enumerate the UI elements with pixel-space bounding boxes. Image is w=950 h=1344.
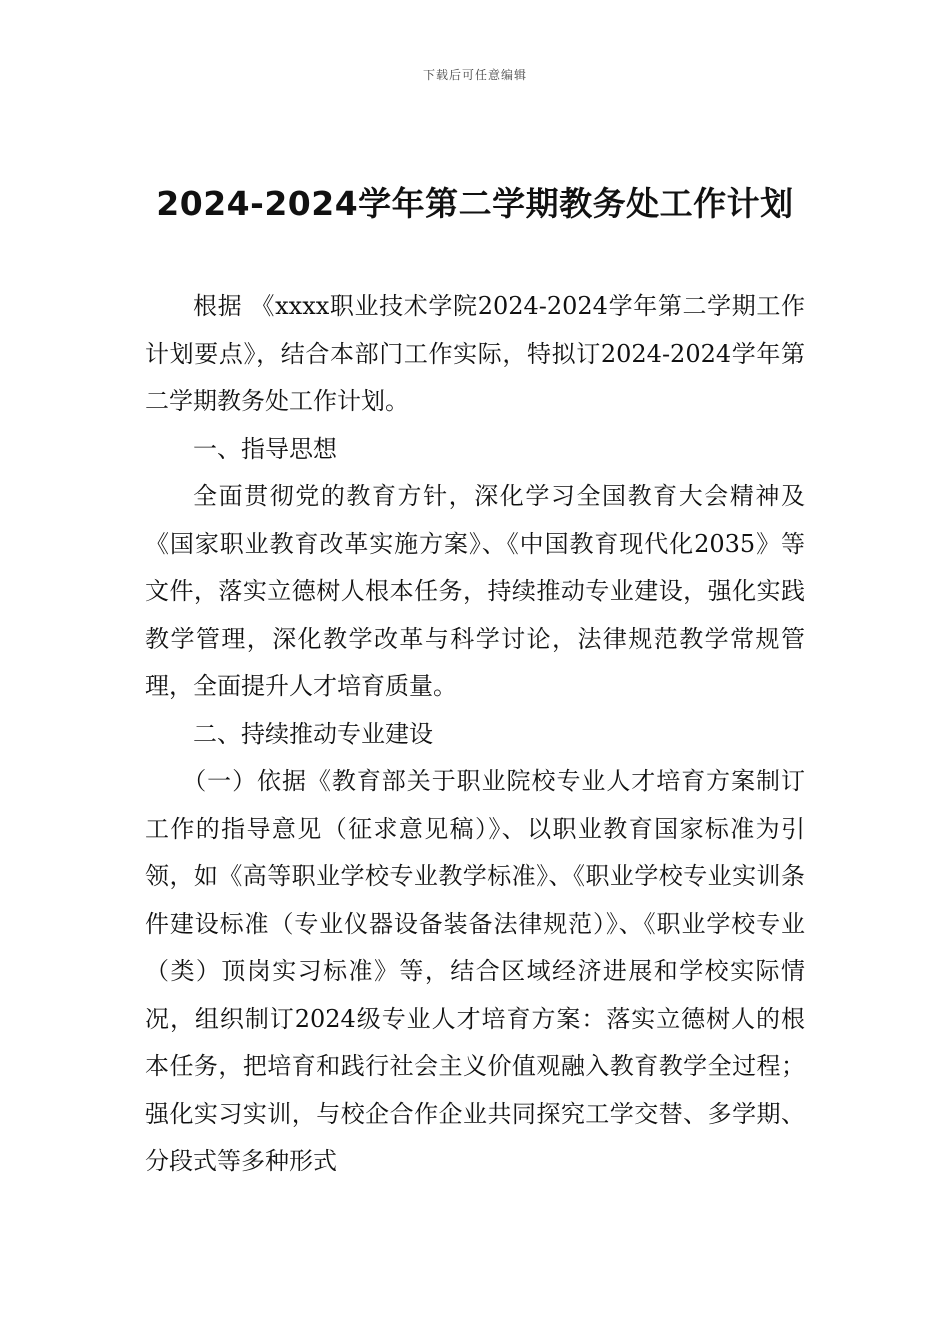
paragraph-major-construction-1: （一）依据《教育部关于职业院校专业人才培育方案制订工作的指导意见（征求意见稿）》、以职业教育国家标准为引领，如《高等职业学校专业教学标准》、《职业学校专业实训条件建设标准（专业仪器设备装备法律规范）》、《职业学校专业（类）顶岗实习标准》等，结合区域经济进展和学校实际情况，组织制订2024级专业人才培育方案：落实立德树人的根本任务，把培育和践行社会主义价值观融入教育教学全过程；强化实习实训，与校企合作企业共同探究工学交替、多学期、分段式等多种形式: [145, 767, 805, 1175]
document-title: 2024-2024学年第二学期教务处工作计划: [156, 184, 794, 223]
header-note: 下载后可任意编辑: [422, 68, 527, 82]
section-heading-major-construction: 二、持续推动专业建设: [193, 719, 433, 748]
document-body: [145, 283, 805, 1186]
section-heading-guiding-ideology: 一、指导思想: [193, 434, 337, 463]
paragraph-intro: 根据 《xxxx职业技术学院2024-2024学年第二学期工作计划要点》，结合本部门工作实际，特拟订2024-2024学年第二学期教务处工作计划。: [145, 292, 805, 415]
paragraph-guiding-ideology: 全面贯彻党的教育方针，深化学习全国教育大会精神及《国家职业教育改革实施方案》、《中国教育现代化2035》等文件，落实立德树人根本任务，持续推动专业建设，强化实践教学管理，深化教学改革与科学讨论，法律规范教学常规管理，全面提升人才培育质量。: [145, 482, 805, 700]
